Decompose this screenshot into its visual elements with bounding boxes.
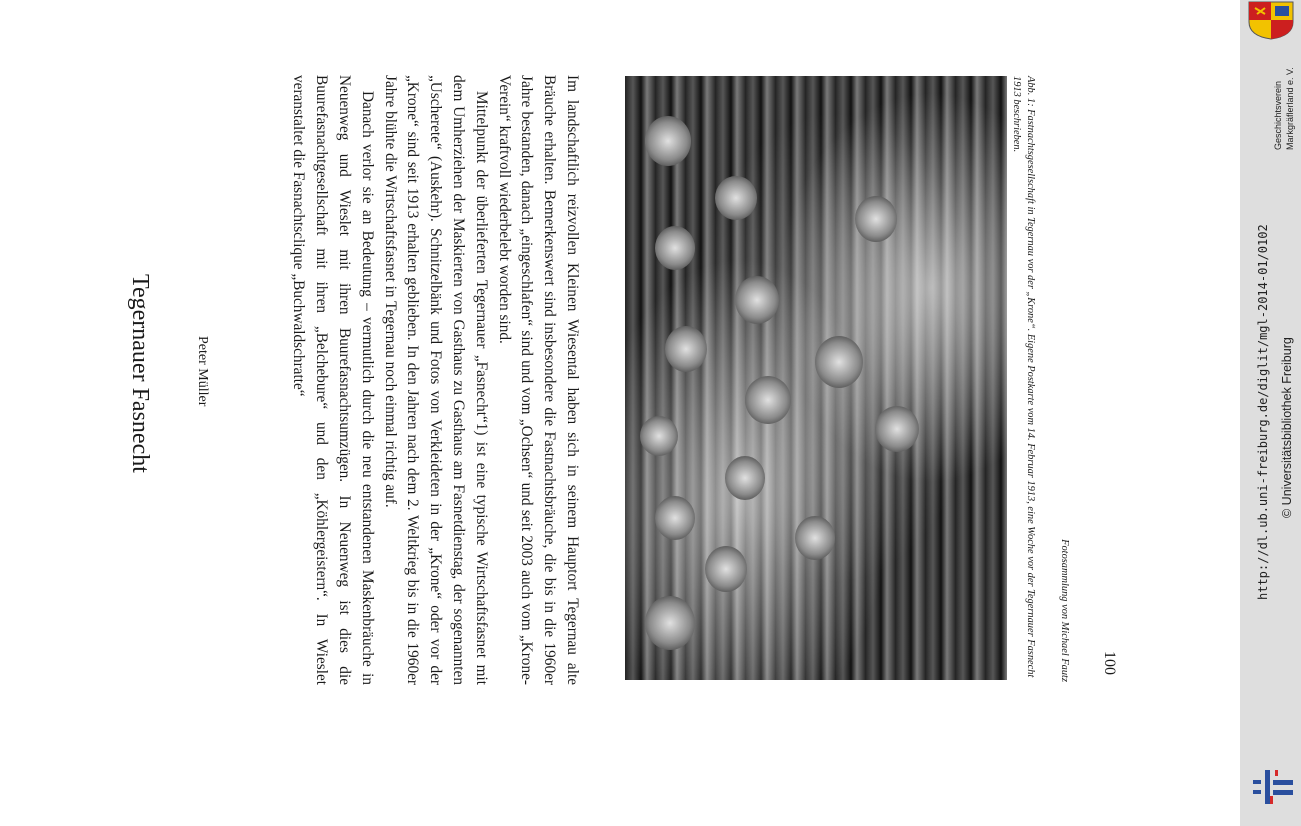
paragraph-1: Im landschaftlich reizvollen Kleinen Wiesental haben sich in seinem Hauptort Tegernau alte Bräuche erhalten. Bemerkenswert sind insbesondere die Fastnachtsbräuche, die bis in die 1960er Jahre bestanden, danach „eingeschlafen“ sind und vom „Ochsen“ und seit 2003 auch vom „Krone-Verein“ kraftvoll wiederbelebt worden sind. bbox=[495, 75, 581, 685]
photo-figure bbox=[715, 176, 757, 220]
article-author: Peter Müller bbox=[195, 336, 210, 407]
society-name-line2: Markgräflerland e. V. bbox=[1285, 67, 1295, 150]
copyright-notice: © Universitätsbibliothek Freiburg bbox=[1280, 337, 1294, 518]
article-body bbox=[287, 75, 583, 685]
photo-figure bbox=[705, 546, 747, 592]
coat-of-arms-icon bbox=[1247, 0, 1295, 40]
ub-freiburg-logo-icon bbox=[1249, 766, 1297, 808]
society-name: Geschichtsverein bbox=[1273, 80, 1283, 150]
photo-caption: Abb. 1: Fastnachtsgesellschaft in Tegernau vor der „Krone“. Eigene Postkarte vom 14. Februar 1913, eine Woche vor der Tegernauer Fasnecht 1913 beschrieben. bbox=[1010, 76, 1036, 678]
photo-figure bbox=[645, 596, 695, 650]
photo-figure bbox=[665, 326, 707, 372]
photo-figure bbox=[640, 416, 678, 456]
photo-figure bbox=[655, 226, 695, 270]
photo-figure bbox=[875, 406, 919, 452]
photo-figure bbox=[725, 456, 765, 500]
photo-figure bbox=[735, 276, 779, 324]
photo-figure bbox=[645, 116, 691, 166]
photo-figure bbox=[745, 376, 791, 424]
photo-credit: Fotosammlung von Michael Fautz bbox=[1059, 539, 1070, 682]
historic-group-photo bbox=[625, 76, 1007, 680]
page-number: 100 bbox=[1101, 651, 1118, 675]
photo-figure bbox=[815, 336, 863, 388]
article-title: Tegernauer Fasnecht bbox=[127, 274, 153, 473]
permalink-url[interactable]: http://dl.ub.uni-freiburg.de/diglit/mgl-2014-01/0102 bbox=[1256, 224, 1270, 600]
photo-figure bbox=[855, 196, 897, 242]
paragraph-2: Mittelpunkt der überlieferten Tegernauer „Fasnecht“1) ist eine typische Wirtschaftsfasnet mit dem Umherziehen der Maskierten von Gasthaus zu Gasthaus am Fasnetdienstag, der sogenannten „Uscherete“ (Auskehr). Schnitzelbänk und Fotos von Verkleideten in der „Krone“ oder vor der „Krone“ sind seit 1913 erhalten geblieben. In den Jahren nach dem 2. Weltkrieg bis in die 1960er Jahre blühte die Wirtschaftsfasnet in Tegernau noch einmal richtig auf. bbox=[381, 75, 490, 685]
photo-figure bbox=[655, 496, 695, 540]
paragraph-3: Danach verlor sie an Bedeutung – vermutlich durch die neu entstandenen Maskenbräuche in Neuenweg und Wieslet mit ihren Buurefasnachtsumzügen. In Neuenweg ist dies die Buurefasnachtgesellschaft mit ihren „Belchebure“ und den „Köhlergeistern“. In Wieslet veranstaltet die Fasnachtsclique „Buchwaldschratte“ bbox=[290, 75, 376, 685]
photo-figure bbox=[795, 516, 835, 560]
